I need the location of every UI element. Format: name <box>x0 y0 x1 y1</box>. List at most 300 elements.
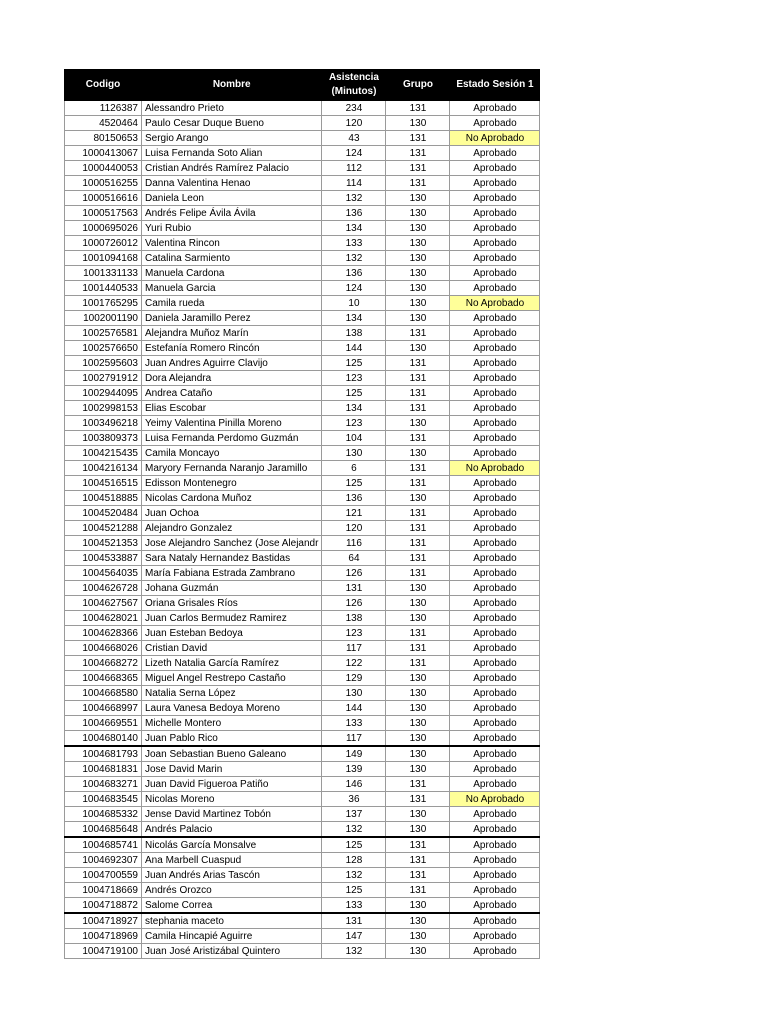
cell-nombre: Manuela Cardona <box>142 266 322 281</box>
cell-estado: Aprobado <box>450 191 540 206</box>
cell-grupo: 131 <box>386 431 450 446</box>
cell-nombre: Natalia Serna López <box>142 686 322 701</box>
cell-nombre: Camila Hincapié Aguirre <box>142 929 322 944</box>
cell-codigo: 1004718669 <box>65 883 142 898</box>
cell-codigo: 1003496218 <box>65 416 142 431</box>
table-row <box>65 656 540 671</box>
cell-asistencia: 120 <box>322 116 386 131</box>
cell-asistencia: 123 <box>322 416 386 431</box>
cell-asistencia: 134 <box>322 311 386 326</box>
cell-estado: Aprobado <box>450 686 540 701</box>
table-row <box>65 701 540 716</box>
cell-grupo: 130 <box>386 686 450 701</box>
cell-asistencia: 149 <box>322 746 386 762</box>
cell-estado: Aprobado <box>450 161 540 176</box>
cell-asistencia: 125 <box>322 883 386 898</box>
cell-asistencia: 128 <box>322 853 386 868</box>
cell-asistencia: 131 <box>322 581 386 596</box>
table-row <box>65 551 540 566</box>
cell-grupo: 130 <box>386 716 450 731</box>
cell-asistencia: 123 <box>322 371 386 386</box>
cell-asistencia: 136 <box>322 491 386 506</box>
cell-grupo: 131 <box>386 476 450 491</box>
table-row <box>65 431 540 446</box>
cell-grupo: 130 <box>386 807 450 822</box>
cell-codigo: 1003809373 <box>65 431 142 446</box>
table-row <box>65 281 540 296</box>
table-row <box>65 356 540 371</box>
cell-asistencia: 133 <box>322 898 386 914</box>
cell-nombre: Juan Ochoa <box>142 506 322 521</box>
cell-codigo: 1004718872 <box>65 898 142 914</box>
cell-estado: Aprobado <box>450 491 540 506</box>
cell-codigo: 1004692307 <box>65 853 142 868</box>
cell-estado: Aprobado <box>450 221 540 236</box>
cell-asistencia: 132 <box>322 191 386 206</box>
cell-codigo: 4520464 <box>65 116 142 131</box>
cell-asistencia: 120 <box>322 521 386 536</box>
cell-nombre: Andrés Palacio <box>142 822 322 838</box>
cell-grupo: 131 <box>386 536 450 551</box>
cell-codigo: 1001331133 <box>65 266 142 281</box>
cell-codigo: 1004685741 <box>65 837 142 853</box>
cell-grupo: 130 <box>386 491 450 506</box>
cell-grupo: 131 <box>386 386 450 401</box>
cell-estado: Aprobado <box>450 913 540 929</box>
cell-asistencia: 36 <box>322 792 386 807</box>
cell-codigo: 1004668997 <box>65 701 142 716</box>
cell-nombre: Camila Moncayo <box>142 446 322 461</box>
cell-nombre: Juan Pablo Rico <box>142 731 322 747</box>
cell-codigo: 1004628366 <box>65 626 142 641</box>
cell-asistencia: 125 <box>322 386 386 401</box>
cell-codigo: 1000517563 <box>65 206 142 221</box>
cell-asistencia: 144 <box>322 341 386 356</box>
cell-asistencia: 64 <box>322 551 386 566</box>
table-row <box>65 746 540 762</box>
cell-estado: Aprobado <box>450 868 540 883</box>
cell-codigo: 1002595603 <box>65 356 142 371</box>
table-row <box>65 251 540 266</box>
cell-grupo: 130 <box>386 296 450 311</box>
cell-nombre: Juan Esteban Bedoya <box>142 626 322 641</box>
cell-grupo: 131 <box>386 853 450 868</box>
table-row <box>65 116 540 131</box>
cell-nombre: Andrea Cataño <box>142 386 322 401</box>
cell-estado: Aprobado <box>450 371 540 386</box>
cell-grupo: 130 <box>386 913 450 929</box>
cell-asistencia: 125 <box>322 476 386 491</box>
cell-asistencia: 117 <box>322 731 386 747</box>
cell-estado: Aprobado <box>450 777 540 792</box>
cell-grupo: 130 <box>386 944 450 959</box>
cell-codigo: 1000413067 <box>65 146 142 161</box>
cell-grupo: 131 <box>386 161 450 176</box>
cell-estado: Aprobado <box>450 929 540 944</box>
cell-codigo: 1126387 <box>65 101 142 116</box>
cell-grupo: 131 <box>386 146 450 161</box>
cell-nombre: Juan David Figueroa Patiño <box>142 777 322 792</box>
cell-grupo: 131 <box>386 461 450 476</box>
table-row <box>65 898 540 914</box>
table-row <box>65 929 540 944</box>
cell-nombre: Yeimy Valentina Pinilla Moreno <box>142 416 322 431</box>
cell-estado: Aprobado <box>450 521 540 536</box>
cell-grupo: 131 <box>386 566 450 581</box>
cell-nombre: Joan Sebastian Bueno Galeano <box>142 746 322 762</box>
table-row <box>65 762 540 777</box>
header-row <box>65 70 540 101</box>
cell-asistencia: 123 <box>322 626 386 641</box>
table-row <box>65 853 540 868</box>
table-row <box>65 536 540 551</box>
cell-asistencia: 234 <box>322 101 386 116</box>
cell-estado: Aprobado <box>450 146 540 161</box>
cell-codigo: 1004668026 <box>65 641 142 656</box>
cell-estado: Aprobado <box>450 822 540 838</box>
table-row <box>65 611 540 626</box>
cell-nombre: Manuela Garcia <box>142 281 322 296</box>
cell-codigo: 1001765295 <box>65 296 142 311</box>
cell-nombre: María Fabiana Estrada Zambrano <box>142 566 322 581</box>
cell-codigo: 1004700559 <box>65 868 142 883</box>
cell-asistencia: 126 <box>322 596 386 611</box>
cell-estado: Aprobado <box>450 326 540 341</box>
table-row <box>65 868 540 883</box>
cell-estado: Aprobado <box>450 807 540 822</box>
table-row <box>65 566 540 581</box>
table-row <box>65 446 540 461</box>
table-body <box>65 101 540 959</box>
cell-grupo: 131 <box>386 656 450 671</box>
cell-codigo: 1004533887 <box>65 551 142 566</box>
table-row <box>65 686 540 701</box>
cell-nombre: Jose Alejandro Sanchez (Jose Alejandr <box>142 536 322 551</box>
cell-estado: No Aprobado <box>450 296 540 311</box>
header-grupo: Grupo <box>386 70 450 101</box>
cell-estado: No Aprobado <box>450 131 540 146</box>
cell-grupo: 131 <box>386 506 450 521</box>
cell-asistencia: 146 <box>322 777 386 792</box>
cell-estado: Aprobado <box>450 431 540 446</box>
cell-codigo: 1004718969 <box>65 929 142 944</box>
cell-estado: Aprobado <box>450 266 540 281</box>
table-row <box>65 626 540 641</box>
cell-estado: Aprobado <box>450 341 540 356</box>
cell-estado: Aprobado <box>450 551 540 566</box>
cell-nombre: Nicolas Cardona Muñoz <box>142 491 322 506</box>
cell-codigo: 1000516255 <box>65 176 142 191</box>
cell-grupo: 131 <box>386 777 450 792</box>
cell-nombre: Sara Nataly Hernandez Bastidas <box>142 551 322 566</box>
cell-codigo: 1002576581 <box>65 326 142 341</box>
cell-grupo: 130 <box>386 446 450 461</box>
cell-estado: Aprobado <box>450 611 540 626</box>
table-row <box>65 296 540 311</box>
cell-estado: Aprobado <box>450 356 540 371</box>
cell-codigo: 1001094168 <box>65 251 142 266</box>
cell-asistencia: 129 <box>322 671 386 686</box>
cell-nombre: Laura Vanesa Bedoya Moreno <box>142 701 322 716</box>
table-row <box>65 236 540 251</box>
table-row <box>65 491 540 506</box>
cell-nombre: Dora Alejandra <box>142 371 322 386</box>
table-row <box>65 913 540 929</box>
cell-grupo: 131 <box>386 131 450 146</box>
cell-codigo: 1004627567 <box>65 596 142 611</box>
cell-estado: Aprobado <box>450 762 540 777</box>
cell-grupo: 130 <box>386 266 450 281</box>
cell-asistencia: 43 <box>322 131 386 146</box>
cell-nombre: Cristian David <box>142 641 322 656</box>
cell-codigo: 1004681831 <box>65 762 142 777</box>
table-row <box>65 401 540 416</box>
cell-codigo: 1000440053 <box>65 161 142 176</box>
cell-nombre: Lizeth Natalia García Ramírez <box>142 656 322 671</box>
cell-nombre: Maryory Fernanda Naranjo Jaramillo <box>142 461 322 476</box>
cell-codigo: 1004518885 <box>65 491 142 506</box>
cell-estado: Aprobado <box>450 596 540 611</box>
cell-estado: Aprobado <box>450 206 540 221</box>
cell-codigo: 1004668365 <box>65 671 142 686</box>
table-row <box>65 131 540 146</box>
cell-grupo: 131 <box>386 837 450 853</box>
cell-codigo: 1004520484 <box>65 506 142 521</box>
cell-codigo: 1004683545 <box>65 792 142 807</box>
table-row <box>65 416 540 431</box>
cell-codigo: 1002998153 <box>65 401 142 416</box>
cell-asistencia: 131 <box>322 913 386 929</box>
cell-codigo: 1001440533 <box>65 281 142 296</box>
table-row <box>65 641 540 656</box>
cell-codigo: 1004521288 <box>65 521 142 536</box>
cell-estado: Aprobado <box>450 446 540 461</box>
cell-nombre: Cristian Andrés Ramírez Palacio <box>142 161 322 176</box>
table-row <box>65 221 540 236</box>
cell-nombre: Oriana Grisales Ríos <box>142 596 322 611</box>
table-row <box>65 521 540 536</box>
cell-estado: Aprobado <box>450 386 540 401</box>
cell-estado: Aprobado <box>450 566 540 581</box>
cell-estado: Aprobado <box>450 506 540 521</box>
cell-asistencia: 136 <box>322 266 386 281</box>
cell-asistencia: 130 <box>322 446 386 461</box>
cell-nombre: Elias Escobar <box>142 401 322 416</box>
cell-codigo: 1004668580 <box>65 686 142 701</box>
cell-nombre: Alejandro Gonzalez <box>142 521 322 536</box>
cell-estado: Aprobado <box>450 416 540 431</box>
cell-nombre: Estefanía Romero Rincón <box>142 341 322 356</box>
table-row <box>65 371 540 386</box>
cell-estado: Aprobado <box>450 251 540 266</box>
cell-grupo: 130 <box>386 416 450 431</box>
cell-grupo: 131 <box>386 401 450 416</box>
cell-nombre: Daniela Leon <box>142 191 322 206</box>
cell-asistencia: 138 <box>322 611 386 626</box>
cell-codigo: 1002001190 <box>65 311 142 326</box>
cell-asistencia: 134 <box>322 401 386 416</box>
cell-asistencia: 104 <box>322 431 386 446</box>
cell-codigo: 1004669551 <box>65 716 142 731</box>
table-row <box>65 326 540 341</box>
cell-grupo: 130 <box>386 206 450 221</box>
cell-grupo: 131 <box>386 792 450 807</box>
cell-grupo: 131 <box>386 101 450 116</box>
cell-nombre: Daniela Jaramillo Perez <box>142 311 322 326</box>
cell-grupo: 130 <box>386 191 450 206</box>
cell-grupo: 130 <box>386 236 450 251</box>
table-row <box>65 476 540 491</box>
table-row <box>65 266 540 281</box>
cell-grupo: 130 <box>386 929 450 944</box>
cell-grupo: 130 <box>386 596 450 611</box>
cell-codigo: 1004521353 <box>65 536 142 551</box>
cell-grupo: 130 <box>386 221 450 236</box>
cell-nombre: Michelle Montero <box>142 716 322 731</box>
cell-asistencia: 125 <box>322 356 386 371</box>
cell-codigo: 1004215435 <box>65 446 142 461</box>
header-estado: Estado Sesión 1 <box>450 70 540 101</box>
table-row <box>65 206 540 221</box>
cell-asistencia: 132 <box>322 251 386 266</box>
cell-grupo: 130 <box>386 731 450 747</box>
cell-grupo: 130 <box>386 581 450 596</box>
table-row <box>65 792 540 807</box>
cell-estado: Aprobado <box>450 731 540 747</box>
cell-asistencia: 126 <box>322 566 386 581</box>
cell-asistencia: 132 <box>322 868 386 883</box>
cell-estado: Aprobado <box>450 476 540 491</box>
cell-grupo: 131 <box>386 326 450 341</box>
cell-nombre: Catalina Sarmiento <box>142 251 322 266</box>
cell-grupo: 130 <box>386 701 450 716</box>
table-row <box>65 671 540 686</box>
cell-asistencia: 6 <box>322 461 386 476</box>
cell-codigo: 1002576650 <box>65 341 142 356</box>
cell-codigo: 1004668272 <box>65 656 142 671</box>
cell-asistencia: 133 <box>322 236 386 251</box>
cell-codigo: 1004516515 <box>65 476 142 491</box>
cell-nombre: Camila rueda <box>142 296 322 311</box>
cell-estado: Aprobado <box>450 853 540 868</box>
cell-codigo: 1004685648 <box>65 822 142 838</box>
cell-asistencia: 125 <box>322 837 386 853</box>
cell-nombre: Alessandro Prieto <box>142 101 322 116</box>
cell-asistencia: 138 <box>322 326 386 341</box>
cell-grupo: 131 <box>386 641 450 656</box>
cell-asistencia: 137 <box>322 807 386 822</box>
header-asistencia: Asistencia (Minutos) <box>322 70 386 101</box>
cell-asistencia: 117 <box>322 641 386 656</box>
cell-codigo: 1004626728 <box>65 581 142 596</box>
table-row <box>65 146 540 161</box>
cell-estado: Aprobado <box>450 898 540 914</box>
cell-asistencia: 139 <box>322 762 386 777</box>
cell-estado: Aprobado <box>450 116 540 131</box>
cell-estado: Aprobado <box>450 641 540 656</box>
cell-estado: Aprobado <box>450 746 540 762</box>
cell-nombre: Miguel Angel Restrepo Castaño <box>142 671 322 686</box>
table-row <box>65 822 540 838</box>
cell-estado: Aprobado <box>450 716 540 731</box>
cell-estado: Aprobado <box>450 101 540 116</box>
cell-estado: No Aprobado <box>450 461 540 476</box>
cell-asistencia: 114 <box>322 176 386 191</box>
cell-grupo: 130 <box>386 116 450 131</box>
cell-grupo: 130 <box>386 671 450 686</box>
cell-grupo: 130 <box>386 762 450 777</box>
cell-grupo: 130 <box>386 281 450 296</box>
cell-nombre: Alejandra Muñoz Marín <box>142 326 322 341</box>
cell-grupo: 130 <box>386 746 450 762</box>
cell-nombre: Edisson Montenegro <box>142 476 322 491</box>
cell-nombre: Yuri Rubio <box>142 221 322 236</box>
cell-grupo: 131 <box>386 868 450 883</box>
cell-codigo: 1004718927 <box>65 913 142 929</box>
cell-nombre: Valentina Rincon <box>142 236 322 251</box>
table-row <box>65 716 540 731</box>
cell-estado: Aprobado <box>450 656 540 671</box>
table-row <box>65 883 540 898</box>
cell-grupo: 130 <box>386 251 450 266</box>
cell-asistencia: 10 <box>322 296 386 311</box>
cell-codigo: 1004680140 <box>65 731 142 747</box>
cell-estado: Aprobado <box>450 944 540 959</box>
cell-nombre: Luisa Fernanda Perdomo Guzmán <box>142 431 322 446</box>
cell-nombre: Juan Carlos Bermudez Ramirez <box>142 611 322 626</box>
attendance-table <box>64 69 540 959</box>
cell-asistencia: 112 <box>322 161 386 176</box>
cell-nombre: Danna Valentina Henao <box>142 176 322 191</box>
cell-grupo: 131 <box>386 551 450 566</box>
header-nombre: Nombre <box>142 70 322 101</box>
cell-codigo: 1004564035 <box>65 566 142 581</box>
cell-codigo: 1004628021 <box>65 611 142 626</box>
cell-nombre: Ana Marbell Cuaspud <box>142 853 322 868</box>
cell-asistencia: 147 <box>322 929 386 944</box>
cell-codigo: 1002791912 <box>65 371 142 386</box>
table-row <box>65 777 540 792</box>
cell-grupo: 131 <box>386 176 450 191</box>
cell-codigo: 1004685332 <box>65 807 142 822</box>
table-row <box>65 506 540 521</box>
table-row <box>65 101 540 116</box>
cell-codigo: 80150653 <box>65 131 142 146</box>
cell-asistencia: 133 <box>322 716 386 731</box>
cell-estado: Aprobado <box>450 176 540 191</box>
cell-grupo: 131 <box>386 521 450 536</box>
cell-codigo: 1004719100 <box>65 944 142 959</box>
table-row <box>65 161 540 176</box>
cell-estado: Aprobado <box>450 581 540 596</box>
cell-nombre: Luisa Fernanda Soto Alian <box>142 146 322 161</box>
cell-grupo: 130 <box>386 611 450 626</box>
cell-codigo: 1004681793 <box>65 746 142 762</box>
cell-codigo: 1000726012 <box>65 236 142 251</box>
cell-asistencia: 124 <box>322 281 386 296</box>
table-row <box>65 731 540 747</box>
cell-nombre: Nicolas Moreno <box>142 792 322 807</box>
cell-asistencia: 116 <box>322 536 386 551</box>
cell-estado: Aprobado <box>450 837 540 853</box>
cell-codigo: 1004216134 <box>65 461 142 476</box>
cell-estado: Aprobado <box>450 311 540 326</box>
cell-estado: Aprobado <box>450 883 540 898</box>
cell-estado: Aprobado <box>450 401 540 416</box>
cell-codigo: 1000516616 <box>65 191 142 206</box>
cell-asistencia: 144 <box>322 701 386 716</box>
cell-grupo: 131 <box>386 356 450 371</box>
